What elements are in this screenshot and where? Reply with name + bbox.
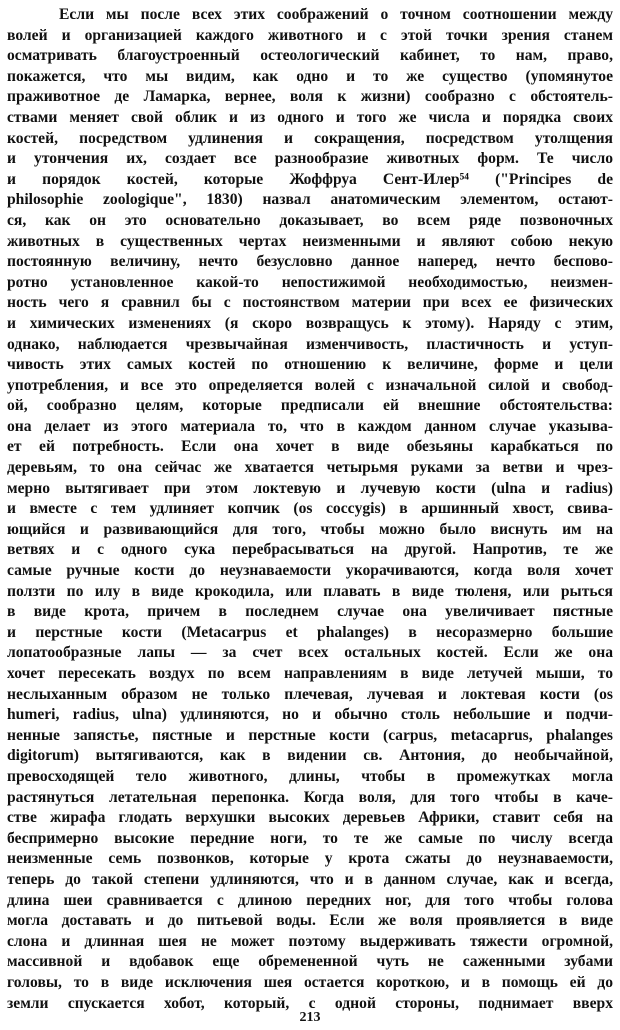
text-line: животных в существенных чертах неизменными и являют собою некую — [7, 232, 613, 250]
text-line: теперь до такой степени удлиняются, что и в данном случае, как и всегда, — [7, 870, 613, 888]
text-line: ствами меняет свой облик и из одного и того же числа и порядка своих — [7, 108, 613, 126]
text-line: мерно вытягивает при этом локтевую и лучевую кости (ulna и radius) — [7, 479, 613, 497]
text-line: деревьям, то она сейчас же хватается четырьмя руками за ветви и чрез- — [7, 459, 613, 477]
text-line: ся, как он это основательно доказывает, во всем ряде позвоночных — [7, 211, 613, 229]
text-line: чивость этих самых костей по отношению к величине, форме и цели — [7, 356, 613, 374]
text-line: волей и организацией каждого животного и с этой точки зрения станем — [7, 26, 613, 44]
text-line: длина шеи сравнивается с длиною передних ног, для того чтобы голова — [7, 891, 613, 909]
text-line: однако, наблюдается чрезвычайная изменчивость, пластичность и уступ- — [7, 335, 613, 353]
text-line: слона и длинная шея не может поэтому выдерживать тяжести огромной, — [7, 932, 613, 950]
text-line: digitorum) вытягиваются, как в видении св. Антония, до необычайной, — [7, 747, 613, 765]
text-line: и вместе с тем удлиняет копчик (os coccygis) в аршинный хвост, свива- — [7, 500, 613, 518]
text-line: праживотное де Ламарка, вернее, воля к жизни) сообразно с обстоятель- — [7, 88, 613, 106]
text-line: земли спускается хобот, который, с одной стороны, поднимает вверх — [7, 994, 613, 1012]
text-line: превосходящей тело животного, длины, чтобы в промежутках могла — [7, 767, 613, 785]
text-line: в виде крота, причем в последнем случае она увеличивает пястные — [7, 603, 613, 621]
body-text — [7, 5, 613, 1014]
text-line: беспримерно высокие передние ноги, то те же самые по числу всегда — [7, 829, 613, 847]
text-line: она делает из этого материала то, что в каждом данном случае указыва- — [7, 417, 613, 435]
text-line: массивной и вдобавок еще обремененной чуть не саженными зубами — [7, 953, 613, 971]
text-line: лопатообразные лапы — за счет всех остальных костей. Если же она — [7, 644, 613, 662]
text-line: постоянную величину, нечто безусловно данное наперед, нечто беспово- — [7, 253, 613, 271]
text-line: ползти по илу в виде крокодила, или плавать в виде тюленя, или рыться — [7, 582, 613, 600]
text-line: могла доставать и до питьевой воды. Если же воля проявляется в виде — [7, 912, 613, 930]
text-line: humeri, radius, ulna) удлиняются, но и обычно столь небольшие и подчи- — [7, 706, 613, 724]
text-line: головы, то в виде исключения шея остается короткою, и в помощь ей до — [7, 973, 613, 991]
text-line: ветвях и с одного сука перебрасываться на другой. Напротив, те же — [7, 541, 613, 559]
text-line: стве жирафа глодать верхушки высоких деревьев Африки, ставит себя на — [7, 809, 613, 827]
text-line: и порядок костей, которые Жоффруа Сент-Илер⁵⁴ ("Principes de — [7, 170, 613, 188]
text-line: и утончения их, создает все разнообразие животных форм. Те число — [7, 150, 613, 168]
page-number: 213 — [299, 1010, 321, 1025]
text-line: покажется, что мы видим, как одно и то же существо (упомянутое — [7, 67, 613, 85]
text-line: и перстные кости (Metacarpus et phalanges) в несоразмерно большие — [7, 623, 613, 641]
text-line: ой, сообразно целям, которые предписали ей внешние обстоятельства: — [7, 397, 613, 415]
text-line: ротно установленное какой-то непостижимой необходимостью, неизмен- — [7, 273, 613, 291]
text-line: осматривать благоустроенный остеологический кабинет, то нам, право, — [7, 47, 613, 65]
text-line: ющийся и развивающийся для того, чтобы можно было виснуть им на — [7, 520, 613, 538]
text-line: ность чего я сравнил бы с постоянством материи при всех ее физических — [7, 294, 613, 312]
text-line: Если мы после всех этих соображений о точном соотношении между — [59, 6, 613, 23]
text-line: ненные запястье, пястные и перстные кости (carpus, metacaprus, phalanges — [7, 726, 613, 744]
text-line: и химических изменениях (я скоро возвращусь к этому). Наряду с этим, — [7, 314, 613, 332]
text-line: неслыханным образом не только плечевая, лучевая и локтевая кости (os — [7, 685, 613, 703]
text-line: неизменные семь позвонков, которые у крота сжаты до неузнаваемости, — [7, 850, 613, 868]
text-line: philosophie zoologique", 1830) назвал анатомическим элементом, остают- — [7, 191, 613, 209]
text-line: растянуться летательная перепонка. Когда воля, для того чтобы в каче- — [7, 788, 613, 806]
text-line: хочет пересекать воздух по всем направлениям в виде летучей мыши, то — [7, 665, 613, 682]
text-line: самые ручные кости до неузнаваемости укорачиваются, когда воля хочет — [7, 562, 613, 580]
text-line: употребления, и все это определяется волей с изначальной силой и свобод- — [7, 376, 613, 394]
text-line: ет ей потребность. Если она хочет в виде обезьяны карабкаться по — [7, 438, 613, 456]
text-line: костей, посредством удлинения и сокращения, посредством утолщения — [7, 129, 613, 147]
